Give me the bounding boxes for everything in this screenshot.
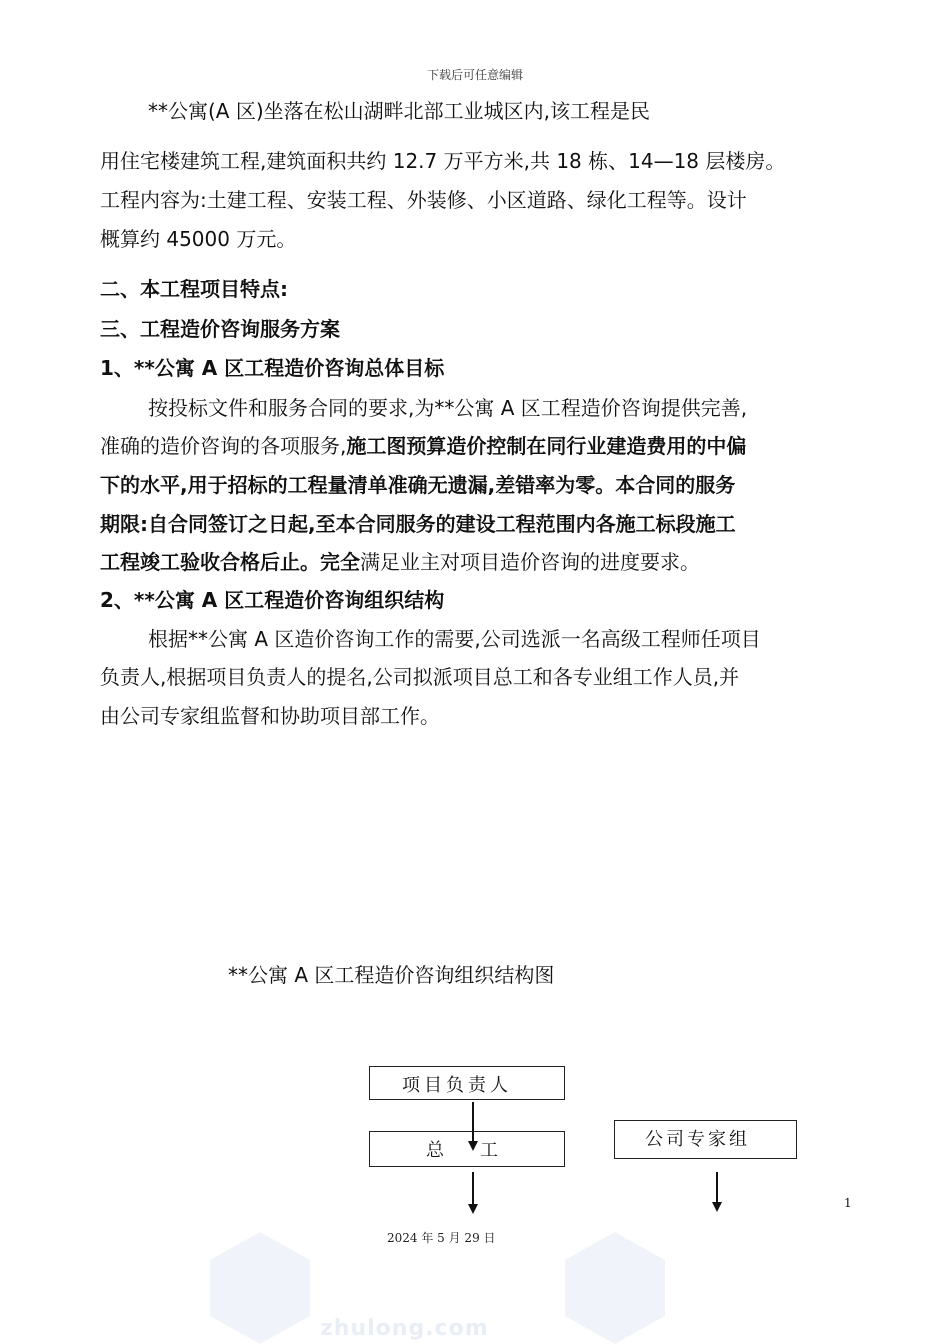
watermark-logo-left-icon [200, 1232, 320, 1344]
box-chief-engineer [369, 1131, 565, 1167]
arrow-lead-to-chief-head [468, 1141, 478, 1151]
paragraph1-line4: 概算约 45000 万元。 [100, 227, 297, 251]
paragraph2-line2-normal: 准确的造价咨询的各项服务, [100, 434, 347, 458]
paragraph3-line2: 负责人,根据项目负责人的提名,公司拟派项目总工和各专业组工作人员,并 [100, 665, 740, 689]
box-chief-left-label: 总 [426, 1140, 444, 1161]
paragraph2-line5-bold: 工程竣工验收合格后止。完全 [100, 550, 360, 574]
paragraph1-line1: **公寓(A 区)坐落在松山湖畔北部工业城区内,该工程是民 [148, 99, 651, 123]
paragraph3-line1: 根据**公寓 A 区造价咨询工作的需要,公司选派一名高级工程师任项目 [148, 627, 761, 651]
footer-date: 2024 年 5 月 29 日 [387, 1231, 496, 1245]
watermark-logo-right-icon [555, 1232, 675, 1344]
paragraph2-line4: 期限:自合同签订之日起,至本合同服务的建设工程范围内各施工标段施工 [100, 512, 736, 536]
heading-overall-goal: 1、**公寓 A 区工程造价咨询总体目标 [100, 356, 445, 380]
paragraph2-line2 [100, 427, 870, 465]
heading-project-features: 二、本工程项目特点: [100, 277, 288, 301]
arrow-chief-down-head [468, 1204, 478, 1214]
heading-service-plan: 三、工程造价咨询服务方案 [100, 317, 340, 341]
paragraph2-line5 [100, 543, 870, 581]
header-note: 下载后可任意编辑 [426, 68, 523, 82]
arrow-expert-down-head [712, 1202, 722, 1212]
paragraph3-line3: 由公司专家组监督和协助项目部工作。 [100, 704, 440, 728]
paragraph1-line2: 用住宅楼建筑工程,建筑面积共约 12.7 万平方米,共 18 栋、14—18 层楼房。 [100, 149, 786, 173]
paragraph1-line3: 工程内容为:土建工程、安装工程、外装修、小区道路、绿化工程等。设计 [100, 188, 747, 212]
arrow-lead-to-chief-line [472, 1102, 474, 1142]
box-chief-right-label: 工 [480, 1140, 498, 1161]
watermark-text: zhulong.com [320, 1316, 489, 1341]
paragraph2-line1: 按投标文件和服务合同的要求,为**公寓 A 区工程造价咨询提供完善, [148, 396, 748, 420]
paragraph2-line3: 下的水平,用于招标的工程量清单准确无遗漏,差错率为零。本合同的服务 [100, 473, 736, 497]
org-chart-title: **公寓 A 区工程造价咨询组织结构图 [228, 963, 555, 987]
page-number: 1 [844, 1196, 852, 1210]
box-expert-group [614, 1120, 797, 1159]
box-expert-group-label: 公司专家组 [645, 1129, 750, 1150]
box-project-lead-label: 项目负责人 [402, 1075, 512, 1096]
arrow-expert-down-line [716, 1172, 718, 1204]
paragraph2-line5-normal: 满足业主对项目造价咨询的进度要求。 [360, 550, 700, 574]
paragraph2-line2-bold: 施工图预算造价控制在同行业建造费用的中偏 [346, 434, 747, 458]
heading-org-structure: 2、**公寓 A 区工程造价咨询组织结构 [100, 588, 445, 612]
arrow-chief-down-line [472, 1172, 474, 1206]
box-project-lead [369, 1066, 565, 1100]
